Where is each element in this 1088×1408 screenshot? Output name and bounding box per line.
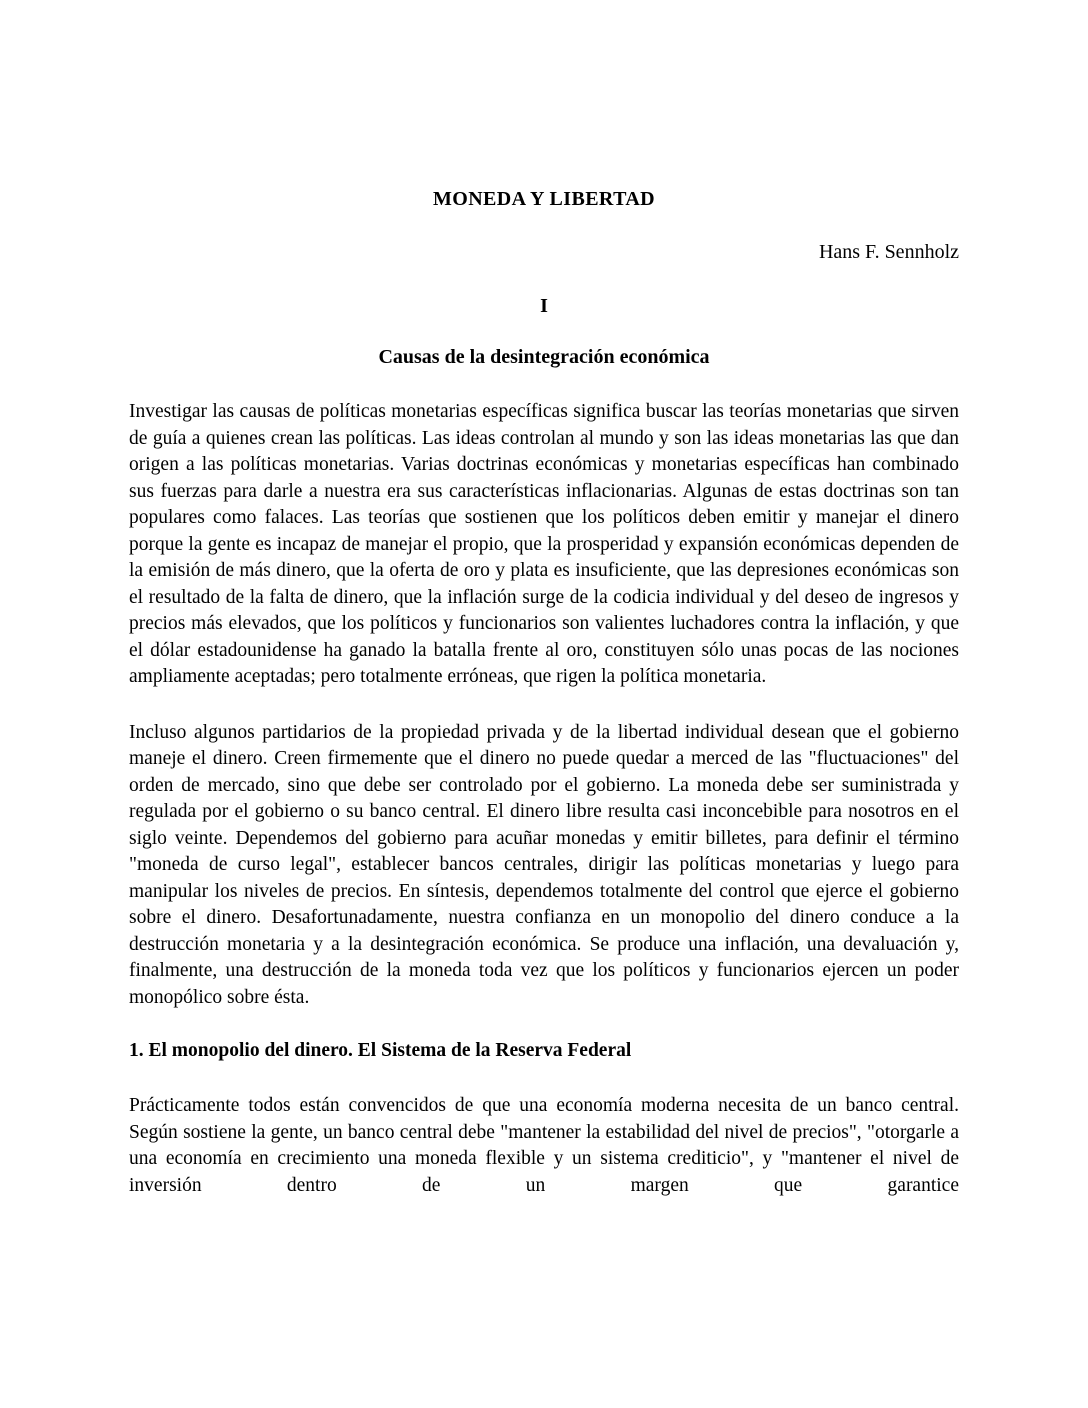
paragraph-3: Prácticamente todos están convencidos de que una economía moderna necesita de un banco central. Según sostiene la gente, un banco central debe "mantener la estabilidad del nivel de precios", "otorgarle a una economía en crecimiento una moneda flexible y un sistema crediticio", y "mantener el nivel de inversión dentro de un margen que garantice	[129, 1095, 959, 1196]
subsection-heading: 1. El monopolio del dinero. El Sistema de la Reserva Federal	[129, 1040, 632, 1061]
section-heading: Causas de la desintegración económica	[378, 346, 710, 368]
author-name: Hans F. Sennholz	[818, 241, 959, 263]
part-numeral: I	[540, 295, 548, 317]
paragraph-2: Incluso algunos partidarios de la propiedad privada y de la libertad individual desean que el gobierno maneje el dinero. Creen firmemente que el dinero no puede quedar a merced de las "fluctuaciones" del orden de mercado, sino que debe ser controlado por el gobierno. La moneda debe ser suministrada y regulada por el gobierno o su banco central. El dinero libre resulta casi inconcebible para nosotros en el siglo veinte. Dependemos del gobierno para acuñar monedas y emitir billetes, para definir el término "moneda de curso legal", establecer bancos centrales, dirigir las políticas monetarias y luego para manipular los niveles de precios. En síntesis, dependemos totalmente del control que ejerce el gobierno sobre el dinero. Desafortunadamente, nuestra confianza en un monopolio del dinero conduce a la destrucción monetaria y a la desintegración económica. Se produce una inflación, una devaluación y, finalmente, una destrucción de la moneda toda vez que los políticos y funcionarios ejercen un poder monopólico sobre ésta.	[129, 721, 959, 1008]
document-title: MONEDA Y LIBERTAD	[432, 188, 656, 210]
paragraph-1: Investigar las causas de políticas monetarias específicas significa buscar las teorías monetarias que sirven de guía a quienes crean las políticas. Las ideas controlan al mundo y son las ideas monetarias las que dan origen a las políticas monetarias. Varias doctrinas económicas y monetarias específicas han combinado sus fuerzas para darle a nuestra era sus características inflacionarias. Algunas de estas doctrinas son tan populares como falaces. Las teorías que sostienen que los políticos deben emitir y manejar el dinero porque la gente es incapaz de manejar el propio, que la prosperidad y expansión económicas dependen de la emisión de más dinero, que la oferta de oro y plata es insuficiente, que las depresiones económicas son el resultado de la falta de dinero, que la inflación surge de la codicia individual y del deseo de ingresos y precios más elevados, que los políticos y funcionarios son valientes luchadores contra la inflación, y que el dólar estadounidense ha ganado la batalla frente al oro, constituyen sólo unas pocas de las nociones ampliamente aceptadas; pero totalmente erróneas, que rigen la política monetaria.	[129, 401, 959, 687]
